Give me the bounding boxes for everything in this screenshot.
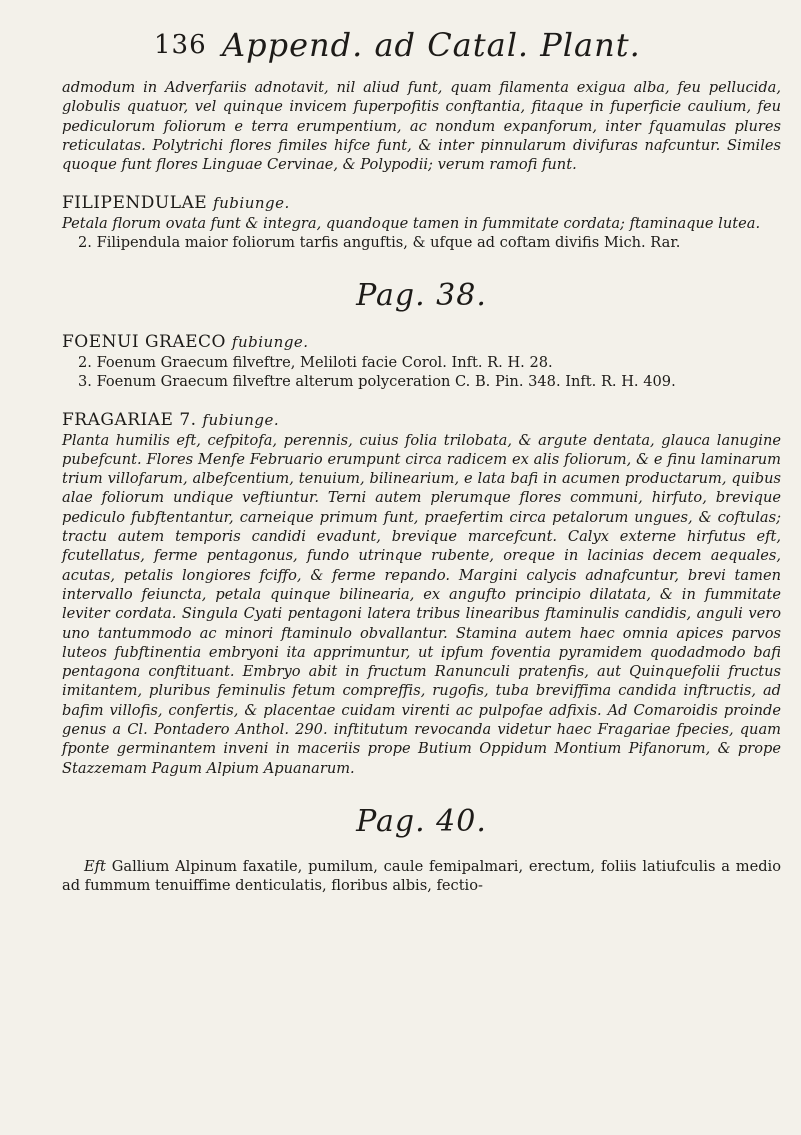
paragraph bbox=[62, 857, 781, 896]
heading-title: FILIPENDULAE bbox=[62, 193, 208, 214]
paragraph-lead-word: Eft bbox=[84, 857, 106, 875]
paragraph: Petala florum ovata funt & integra, quandoque tamen in fummitate cordata; ftaminaque lutea. bbox=[62, 214, 761, 232]
page-number: 136 bbox=[154, 30, 207, 60]
page-reference-heading: Pag. 40. bbox=[356, 803, 487, 839]
heading-title: FRAGARIAE 7. bbox=[62, 410, 197, 431]
paragraph: 2. Filipendula maior foliorum tarfis anguftis, & ufque ad coftam divifis Mich. Rar. bbox=[78, 234, 681, 252]
running-head: Append. ad Catal. Plant. bbox=[222, 26, 641, 64]
section-heading bbox=[62, 194, 781, 213]
page-body bbox=[62, 78, 781, 896]
paragraph: 2. Foenum Graecum filveftre, Meliloti facie Corol. Inft. R. H. 28. bbox=[78, 353, 553, 371]
paragraph: Planta humilis eft, cefpitofa, perennis, cuius folia trilobata, & argute dentata, glauca lanugine pubefcunt. Flores Menfe Februario erumpunt circa radicem ex alis foliorum, & e finu laminarum trium villofarum, albefcentium, tenuium, bilinearium, e lata bafi in acumen productarum, quibus alae foliorum undique veftiuntur. Terni autem plerumque flores communi, hirfuto, brevique pediculo fubftentantur, carneique primum funt, praefertim circa petalorum ungues, & coftulas; tractu autem temporis candidi evadunt, brevique marcefcunt. Calyx externe hirfutus eft, fcutellatus, ferme pentagonus, fundo utrinque rubente, oreque in lacinias decem aequales, acutas, petalis longiores fciffo, & ferme repando. Margini calycis adnafcuntur, brevi tamen intervallo feiuncta, petala quinque bilinearia, ex angufto principio dilatata, & in fummitate leviter cordata. Singula Cyati pentagoni latera tribus linearibus ftaminulis candidis, anguli vero uno tantummodo ac minori ftaminulo obvallantur. Stamina autem haec omnia apices parvos luteos fubftinentia embryoni ita apprimuntur, ut ipfum foventia pyramidem quodadmodo bafi pentagona conftituant. Embryo abit in fructum Ranunculi pratenfis, aut Quinquefolii fructus imitantem, pluribus feminulis fetum compreffis, rugofis, tuba breviffima candida inftructis, ad bafim villofis, confertis, & placentae cuidam virenti ac pulpofae adfixis. Ad Comaroidis proinde genus a Cl. Pontadero Anthol. 290. inftitutum revocanda videtur haec Fragariae fpecies, quam fponte germinantem inveni in maceriis prope Butium Oppidum Montium Pifanorum, & prope Stazzemam Pagum Alpium Apuanarum. bbox=[62, 431, 781, 777]
paragraph: admodum in Adverfariis adnotavit, nil aliud funt, quam filamenta exigua alba, feu pellucida, globulis quatuor, vel quinque invicem fuperpofitis conftantia, fitaque in fuperficie caulium, feu pediculorum foliorum e terra erumpentium, ac nondum expanforum, inter fquamulas plures reticulatas. Polytrichi flores fimiles hifce funt, & inter pinnularum divifuras nafcuntur. Similes quoque funt flores Linguae Cervinae, & Polypodii; verum ramofi funt. bbox=[62, 79, 781, 174]
heading-subtitle: fubiunge. bbox=[202, 411, 280, 430]
heading-subtitle: fubiunge. bbox=[231, 333, 309, 352]
section-heading bbox=[62, 411, 781, 430]
heading-subtitle: fubiunge. bbox=[213, 194, 290, 213]
heading-title: FOENUI GRAECO bbox=[62, 332, 226, 353]
paragraph-text: Gallium Alpinum faxatile, pumilum, caule femipalmari, erectum, foliis latiufculis a medio ad fummum tenuiffime denticulatis, floribus albis, fectio- bbox=[62, 857, 781, 895]
paragraph: 3. Foenum Graecum filveftre alterum polyceration C. B. Pin. 348. Inft. R. H. 409. bbox=[78, 372, 676, 390]
page-header bbox=[62, 18, 781, 78]
section-heading bbox=[62, 333, 781, 352]
page-reference-heading: Pag. 38. bbox=[356, 278, 487, 314]
